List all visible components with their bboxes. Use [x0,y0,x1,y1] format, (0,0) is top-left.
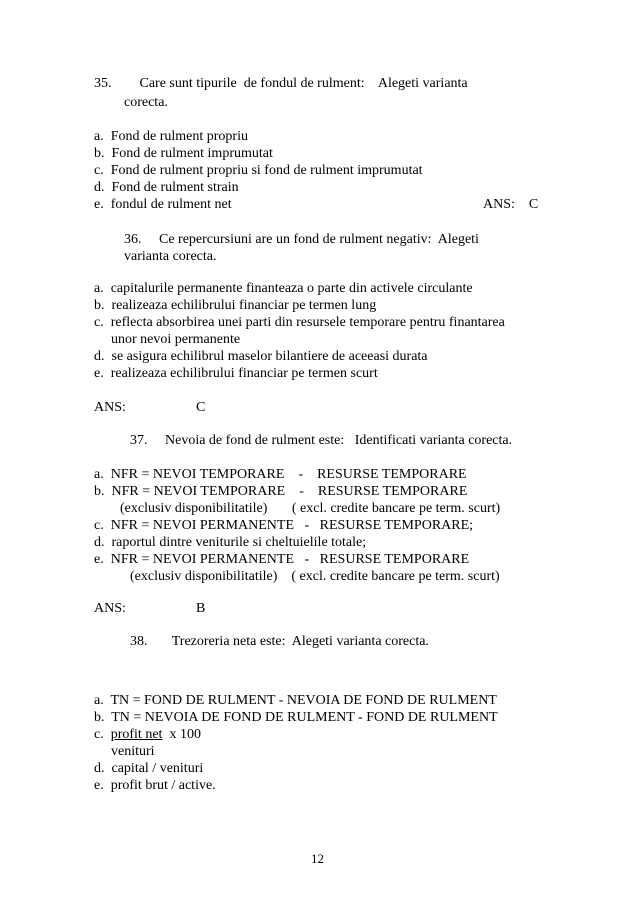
q37-option-e-cont: (exclusiv disponibilitatile) ( excl. credite bancare pe term. scurt) [130,569,500,584]
q35-text: 35. Care sunt tipurile de fondul de rulment: Alegeti varianta [94,76,468,91]
q38-option-c-multiplier: x 100 [162,727,201,742]
q36-answer-value: C [196,400,206,415]
q36-option-c: c. reflecta absorbirea unei parti din resursele temporare pentru finantarea [94,315,505,330]
q35-option-d: d. Fond de rulment strain [94,180,239,195]
page-number: 12 [311,851,324,866]
q35-option-a: a. Fond de rulment propriu [94,129,248,144]
q38-option-a: a. TN = FOND DE RULMENT - NEVOIA DE FOND DE RULMENT [94,693,497,708]
q37-option-e: e. NFR = NEVOI PERMANENTE - RESURSE TEMPORARE [94,552,470,567]
q37-answer-value: B [196,601,206,616]
q37-answer-label: ANS: [94,601,126,616]
q38-option-b: b. TN = NEVOIA DE FOND DE RULMENT - FOND DE RULMENT [94,710,498,725]
q37-option-b: b. NFR = NEVOI TEMPORARE - RESURSE TEMPORARE [94,484,468,499]
q35-option-e: e. fondul de rulment net [94,197,232,212]
q35-answer: ANS: C [483,197,539,212]
q38-option-c-prefix: c. [94,727,111,742]
q36-option-b: b. realizeaza echilibrului financiar pe termen lung [94,298,377,313]
q37-option-a: a. NFR = NEVOI TEMPORARE - RESURSE TEMPORARE [94,467,467,482]
q35-option-c: c. Fond de rulment propriu si fond de rulment imprumutat [94,163,423,178]
q36-option-a: a. capitalurile permanente finanteaza o parte din activele circulante [94,281,473,296]
q38-option-c [94,727,201,743]
q36-text-cont: varianta corecta. [124,249,217,264]
q36-option-d: d. se asigura echilibrul maselor bilantiere de aceeasi durata [94,349,428,364]
q36-option-c-cont: unor nevoi permanente [111,332,241,347]
q37-option-b-cont: (exclusiv disponibilitatile) ( excl. credite bancare pe term. scurt) [120,501,501,516]
q38-option-d: d. capital / venituri [94,761,204,776]
q38-text: 38. Trezoreria neta este: Alegeti varianta corecta. [130,634,429,649]
q36-option-e: e. realizeaza echilibrului financiar pe termen scurt [94,366,378,381]
q38-option-e: e. profit brut / active. [94,778,216,793]
q35-text-cont: corecta. [124,95,168,110]
q38-option-c-denominator: venituri [111,744,155,759]
q35-option-b: b. Fond de rulment imprumutat [94,146,273,161]
q37-option-d: d. raportul dintre veniturile si cheltuielile totale; [94,535,367,550]
q37-option-c: c. NFR = NEVOI PERMANENTE - RESURSE TEMPORARE; [94,518,474,533]
q36-text: 36. Ce repercursiuni are un fond de rulment negativ: Alegeti [124,232,479,247]
q37-text: 37. Nevoia de fond de rulment este: Identificati varianta corecta. [130,433,513,448]
q38-option-c-numerator: profit net [110,727,163,742]
q36-answer-label: ANS: [94,400,126,415]
